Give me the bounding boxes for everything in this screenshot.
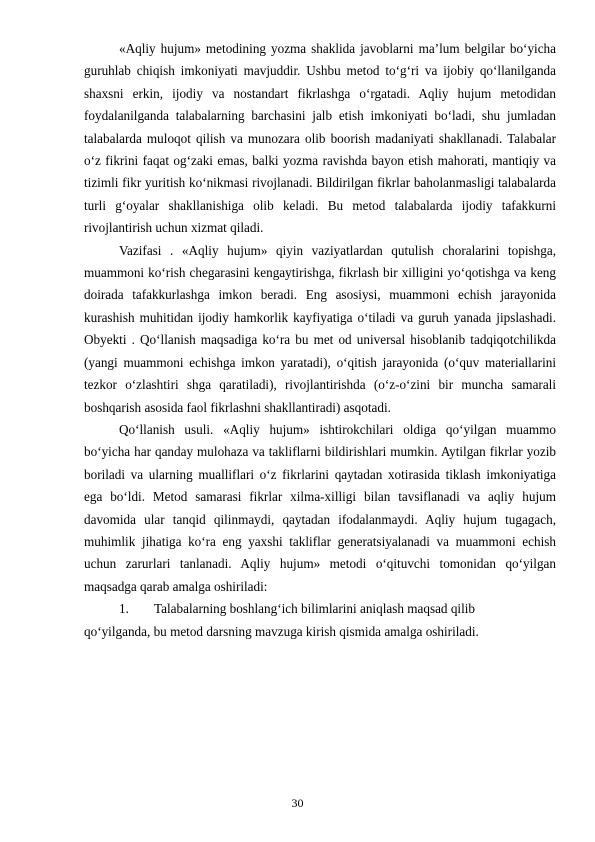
paragraph-qollanish-usuli: Qo‘llanish usuli. «Aqliy hujum» ishtirokchilari oldiga qo‘yilgan muammo bo‘yicha har qanday mulohaza va takliflarni bildirishlari mumkin. Aytilgan fikrlar yozib boriladi va ularning mualliflari o‘z fikrlarini qaytadan xotirasida tiklash imkoniyatiga ega bo‘ldi. Metod samarasi fikrlar xilma-xilligi bilan tavsiflanadi va aqliy hujum davomida ular tanqid qilinmaydi, qaytadan ifodalanmaydi. Aqliy hujum tugagach, muhimlik jihatiga ko‘ra eng yaxshi takliflar generatsiyalanadi va muammoni echish uchun zarurlari tanlanadi. Aqliy hujum» metodi o‘qituvchi tomonidan qo‘yilgan maqsadga qarab amalga oshiriladi: [84, 421, 556, 594]
list-item [84, 598, 556, 620]
document-page [84, 38, 556, 643]
list-item-text: Talabalarning boshlang‘ich bilimlarini aniqlash maqsad qilib [154, 601, 475, 617]
paragraph-vazifasi: Vazifasi . «Aqliy hujum» qiyin vaziyatlardan qutulish choralarini topishga, muammoni ko‘rish chegarasini kengaytirishga, fikrlash bir xilligini yo‘qotishga va keng doirada tafakkurlashga imkon beradi. Eng asosiysi, muammoni echish jarayonida kurashish muhitidan ijodiy hamkorlik kayfiyatiga o‘tiladi va guruh yanada jipslashadi. Obyekti . Qo‘llanish maqsadiga ko‘ra bu met od universal hisoblanib tadqiqotchilikda (yangi muammoni echishga imkon yaratadi), o‘qitish jarayonida (o‘quv materiallarini tezkor o‘zlashtiri shga qaratiladi), rivojlantirishda (o‘z-o‘zini bir muncha samarali boshqarish asosida faol fikrlashni shakllantiradi) asqotadi. [84, 242, 556, 415]
paragraph-aqliy-hujum-intro: «Aqliy hujum» metodining yozma shaklida javoblarni ma’lum belgilar bo‘yicha guruhlab chiqish imkoniyati mavjuddir. Ushbu metod to‘g‘ri va ijobiy qo‘llanilganda shaxsni erkin, ijodiy va nostandart fikrlashga o‘rgatadi. Aqliy hujum metodidan foydalanilganda talabalarning barchasini jalb etish imkoniyati bo‘ladi, shu jumladan talabalarda muloqot qilish va munozara olib boorish madaniyati shakllanadi. Talabalar o‘z fikrini faqat og‘zaki emas, balki yozma ravishda bayon etish mahorati, mantiqiy va tizimli fikr yuritish ko‘nikmasi rivojlanadi. Bildirilgan fikrlar baholanmasligi talabalarda turli g‘oyalar shakllanishiga olib keladi. Bu metod talabalarda ijodiy tafakkurni rivojlantirish uchun xizmat qiladi. [84, 41, 556, 236]
list-item-continuation: qo‘yilganda, bu metod darsning mavzuga kirish qismida amalga oshiriladi. [84, 623, 479, 639]
list-item-number: 1. [119, 601, 129, 617]
page-number: 30 [291, 796, 304, 810]
